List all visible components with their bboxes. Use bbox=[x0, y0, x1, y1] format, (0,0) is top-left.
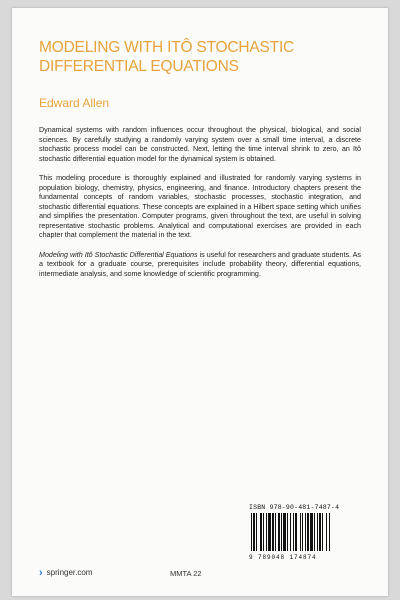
blurb-paragraph-2: This modeling procedure is thoroughly explained and illustrated for randomly varying systems in population biology, chemistry, physics, engineering, and finance. Introductory chapters present the fundamental concepts of random variables, stochastic processes, stochastic integration, and stochastic differential equations. These concepts are explained in a Hilbert space setting which unifies and simplifies the presentation. Computer programs, given throughout the text, are useful in solving representative stochastic problems. Analytical and computational exercises are provided in each chapter that complement the material in the text. bbox=[39, 174, 361, 239]
isbn-barcode-block bbox=[249, 504, 373, 561]
book-title bbox=[39, 38, 369, 76]
blurb-paragraph-1: Dynamical systems with random influences occur throughout the physical, biological, and social sciences. By carefully studying a randomly varying system over a small time interval, a discrete stochastic process model can be constructed. Next, letting the time interval shrink to zero, an Itô stochastic differential equation model for the dynamical system is obtained. bbox=[39, 126, 361, 163]
publisher-link[interactable] bbox=[39, 568, 92, 577]
blurb-paragraph-3 bbox=[39, 251, 361, 280]
series-code: MMTA 22 bbox=[170, 569, 202, 578]
barcode bbox=[249, 513, 373, 553]
author-name: Edward Allen bbox=[39, 96, 110, 110]
chevron-right-icon: › bbox=[39, 566, 43, 579]
publisher-url: springer.com bbox=[46, 568, 93, 577]
book-back-cover bbox=[12, 8, 388, 596]
blurb bbox=[39, 126, 361, 289]
blurb-paragraph-3-text: is useful for researchers and graduate students. As a textbook for a graduate course, prerequisites include probability theory, differential equations, intermediate analysis, and some knowledge of scientific programming. bbox=[39, 250, 361, 278]
isbn-label: ISBN 978-90-481-7487-4 bbox=[249, 504, 340, 511]
barcode-digits: 9 789048 174874 bbox=[249, 554, 317, 561]
title-line-1: MODELING WITH ITÔ STOCHASTIC bbox=[39, 39, 295, 56]
title-line-2: DIFFERENTIAL EQUATIONS bbox=[39, 58, 239, 75]
book-title-italic: Modeling with Itô Stochastic Differential Equations bbox=[39, 250, 198, 259]
